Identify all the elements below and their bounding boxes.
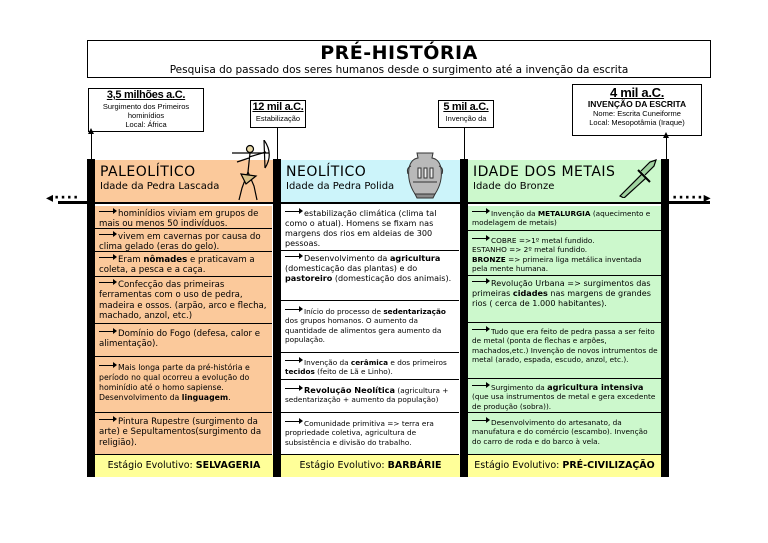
milestone-5-mil: 5 mil a.C. Invenção da	[438, 100, 494, 128]
footer-paleolitico: Estágio Evolutivo: SELVAGERIA	[95, 455, 273, 477]
arrow-icon	[285, 385, 303, 392]
page-subtitle: Pesquisa do passado dos seres humanos desde o surgimento até a invenção da escrita	[169, 64, 629, 76]
neolitico-item-2: Desenvolvimento da agricultura (domesticação das plantas) e do pastoreiro (domesticação dos animais).	[281, 251, 459, 301]
neolitico-item-6: Comunidade primitiva => terra era propriedade coletiva, agricultura de subsistência e divisão do trabalho.	[281, 413, 459, 455]
arrow-icon	[472, 208, 490, 215]
timeline-left-arrow: ◂····	[46, 190, 80, 206]
metais-item-5: Surgimento da agricultura intensiva (que usa instrumentos de metal e gera excedente de produção (sobra)).	[468, 379, 661, 413]
paleolitico-item-5: Domínio do Fogo (defesa, calor e alimentação).	[95, 324, 272, 357]
title-box	[87, 40, 711, 78]
period-subtitle: Idade da Pedra Polida	[286, 181, 395, 192]
arrow-icon	[99, 231, 117, 238]
neolitico-item-4: Invenção da cerâmica e dos primeiros tecidos (feito de Lã e Linho).	[281, 353, 459, 380]
arrow-icon	[472, 326, 490, 333]
footer-neolitico: Estágio Evolutivo: BARBÁRIE	[281, 455, 460, 477]
metais-item-1: Invenção da METALURGIA (aquecimento e modelagem de metais)	[468, 206, 661, 231]
metais-item-4: Tudo que era feito de pedra passa a ser feito de metal (ponta de flechas e arpões, machados,etc.) Invenção de novos intrumentos de metal (arado, espada, escudo, anzol, etc.).	[468, 323, 661, 379]
arrow-icon	[472, 382, 490, 389]
period-subtitle: Idade da Pedra Lascada	[100, 181, 220, 192]
neolitico-item-3: Início do processo de sedentarização dos grupos homanos. O aumento da quantidade de alimentos gera aumento da população.	[281, 301, 459, 353]
period-name: IDADE DOS METAIS	[473, 164, 616, 180]
footer-metais: Estágio Evolutivo: PRÉ-CIVILIZAÇÃO	[468, 455, 661, 477]
arrow-icon	[99, 328, 117, 335]
arrow-icon	[99, 208, 117, 215]
arrow-icon	[472, 278, 490, 285]
arrow-icon	[285, 306, 303, 313]
neolitico-item-5: Revolução Neolítica (agricultura + sedentarização + aumento da população)	[281, 380, 459, 413]
archer-icon	[228, 140, 274, 202]
vase-icon	[405, 150, 445, 200]
arrow-icon	[285, 208, 303, 215]
metais-item-2: COBRE =>1º metal fundido. ESTANHO => 2º metal fundido. BRONZE => primeira liga metálica inventada pela mente humana.	[468, 231, 661, 276]
paleolitico-item-6: Mais longa parte da pré-história e período no qual ocorreu a evolução do hominídio até o homo sapiense. Desenvolvimento da linguagem.	[95, 357, 272, 413]
arrow-icon	[285, 357, 303, 364]
arrow-icon	[472, 417, 490, 424]
milestone-12-mil: 12 mil a.C. Estabilização	[250, 100, 306, 128]
neolitico-item-1: estabilização climática (clima tal como o atual). Homens se fixam nas margens dos rios em aldeias de 300 pessoas.	[281, 206, 459, 251]
metais-item-3: Revolução Urbana => surgimentos das primeiras cidades nas margens de grandes rios ( cerca de 1.000 habitantes).	[468, 276, 661, 323]
metais-item-6: Desenvolvimento do artesanato, da manufatura e do comércio (escambo). Invenção do carro de roda e do barco à vela.	[468, 413, 661, 455]
paleolitico-item-2: vivem em cavernas por causa do clima gelado (eras do gelo).	[95, 229, 272, 252]
paleolitico-item-4: Confecção das primeiras ferramentas com o uso de pedra, madeira e ossos. (arpão, arco e flecha, machado, anzol, etc.)	[95, 277, 272, 324]
milestone-4-mil: 4 mil a.C. INVENÇÃO DA ESCRITA Nome: Escrita Cuneiforme Local: Mesopotâmia (Iraque)	[572, 84, 702, 136]
sword-icon	[616, 158, 658, 198]
arrow-icon	[285, 253, 303, 260]
arrow-icon	[285, 418, 303, 425]
arrow-icon	[99, 254, 117, 261]
period-subtitle: Idade do Bronze	[473, 181, 555, 192]
period-name: PALEOLÍTICO	[100, 164, 196, 180]
arrow-icon	[472, 235, 490, 242]
page-title: PRÉ-HISTÓRIA	[320, 42, 478, 64]
paleolitico-item-7: Pintura Rupestre (surgimento da arte) e Sepultamentos(surgimento da religião).	[95, 413, 272, 455]
arrow-icon	[99, 362, 117, 369]
milestone-3-5-million: 3,5 milhões a.C. Surgimento dos Primeiros hominídios Local: África	[88, 88, 204, 132]
period-name: NEOLÍTICO	[286, 164, 367, 180]
arrow-icon	[99, 416, 117, 423]
arrow-icon	[99, 279, 117, 286]
timeline-right-arrow: ·····▸	[672, 190, 712, 206]
paleolitico-item-1: hominídios viviam em grupos de mais ou menos 50 indivíduos.	[95, 206, 272, 229]
paleolitico-item-3: Eram nômades e praticavam a coleta, a pesca e a caça.	[95, 252, 272, 277]
